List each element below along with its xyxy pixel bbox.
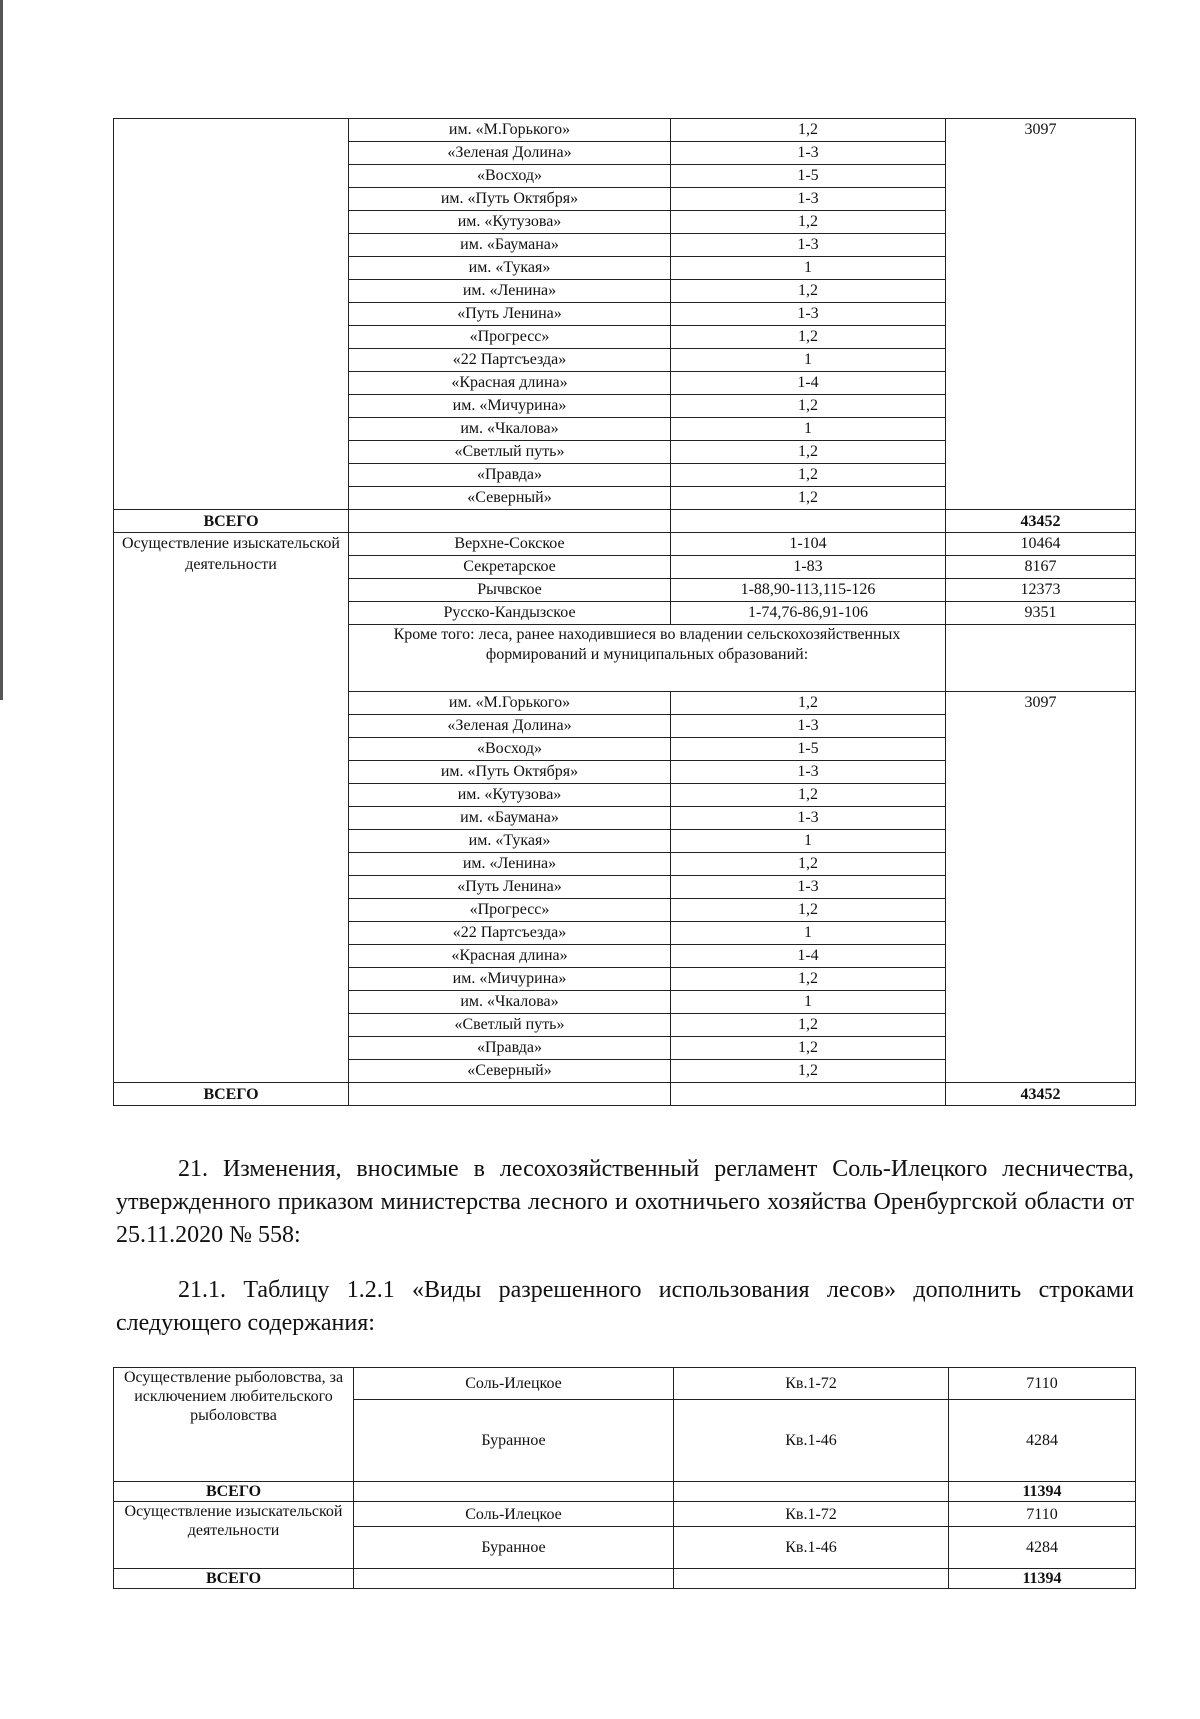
paragraph-21 <box>116 1153 1134 1252</box>
area-cell: 7110 <box>949 1368 1136 1400</box>
activity-cell: Осуществление изыскательской деятельности <box>114 533 349 1083</box>
quarters-cell: 1-5 <box>671 165 946 188</box>
farm-name-cell: им. «М.Горького» <box>349 692 671 715</box>
farm-name-cell: им. «Путь Октября» <box>349 761 671 784</box>
table-row <box>114 119 1136 142</box>
quarters-cell: 1-3 <box>671 807 946 830</box>
quarters-cell: 1-104 <box>671 533 946 556</box>
quarters-cell: 1,2 <box>671 853 946 876</box>
quarters-cell: 1-83 <box>671 556 946 579</box>
empty-cell <box>349 1083 671 1106</box>
total-label: ВСЕГО <box>114 1482 354 1502</box>
area-cell: 9351 <box>946 602 1136 625</box>
quarters-cell: 1-4 <box>671 945 946 968</box>
quarters-cell: 1 <box>671 349 946 372</box>
quarters-cell: 1,2 <box>671 692 946 715</box>
quarters-cell: 1-4 <box>671 372 946 395</box>
farm-name-cell: «Путь Ленина» <box>349 876 671 899</box>
total-value: 11394 <box>949 1482 1136 1502</box>
total-label: ВСЕГО <box>114 1569 354 1589</box>
table-row <box>114 533 1136 556</box>
quarters-cell: 1,2 <box>671 1014 946 1037</box>
farm-name-cell: «22 Партсъезда» <box>349 922 671 945</box>
farm-name-cell: «Правда» <box>349 464 671 487</box>
quarters-cell: 1-5 <box>671 738 946 761</box>
area-cell: 12373 <box>946 579 1136 602</box>
quarters-cell: 1-3 <box>671 142 946 165</box>
activity-cell-empty <box>114 119 349 510</box>
note-cell: Кроме того: леса, ранее находившиеся во владении сельскохозяйственных формирований и муниципальных образований: <box>349 625 946 692</box>
area-cell: 3097 <box>946 692 1136 1083</box>
farm-name-cell: «Прогресс» <box>349 899 671 922</box>
paragraph-21-1 <box>116 1274 1134 1340</box>
farm-name-cell: им. «Ленина» <box>349 280 671 303</box>
total-row <box>114 1083 1136 1106</box>
forestry-cell: Секретарское <box>349 556 671 579</box>
quarters-cell: Кв.1-46 <box>674 1400 949 1482</box>
forestry-cell: Соль-Илецкое <box>354 1368 674 1400</box>
farm-name-cell: им. «М.Горького» <box>349 119 671 142</box>
area-cell: 8167 <box>946 556 1136 579</box>
forestry-cell: Русско-Кандызское <box>349 602 671 625</box>
paragraph-21-text: 21. Изменения, вносимые в лесохозяйственный регламент Соль-Илецкого лесничества, утвержденного приказом министерства лесного и охотничьего хозяйства Оренбургской области от 25.11.2020 № 558: <box>116 1156 1134 1248</box>
empty-cell <box>354 1569 674 1589</box>
quarters-cell: 1 <box>671 830 946 853</box>
farm-name-cell: «Правда» <box>349 1037 671 1060</box>
farm-name-cell: им. «Чкалова» <box>349 418 671 441</box>
quarters-cell: 1,2 <box>671 326 946 349</box>
quarters-cell: 1,2 <box>671 784 946 807</box>
farm-name-cell: «Северный» <box>349 1060 671 1083</box>
area-cell: 7110 <box>949 1502 1136 1527</box>
area-cell: 3097 <box>946 119 1136 510</box>
farm-name-cell: им. «Мичурина» <box>349 395 671 418</box>
activity-cell: Осуществление изыскательской деятельности <box>114 1502 354 1569</box>
area-cell: 4284 <box>949 1400 1136 1482</box>
quarters-cell: 1,2 <box>671 968 946 991</box>
quarters-cell: 1,2 <box>671 119 946 142</box>
quarters-cell: 1,2 <box>671 1037 946 1060</box>
quarters-cell: Кв.1-46 <box>674 1527 949 1569</box>
forestry-cell: Верхне-Сокское <box>349 533 671 556</box>
quarters-cell: 1-3 <box>671 188 946 211</box>
quarters-cell: 1 <box>671 922 946 945</box>
quarters-cell: 1,2 <box>671 395 946 418</box>
activity-cell: Осуществление рыболовства, за исключением любительского рыболовства <box>114 1368 354 1482</box>
quarters-cell: 1 <box>671 257 946 280</box>
farm-name-cell: «Красная длина» <box>349 945 671 968</box>
quarters-cell: 1,2 <box>671 899 946 922</box>
farm-name-cell: «Восход» <box>349 165 671 188</box>
farm-name-cell: им. «Кутузова» <box>349 784 671 807</box>
quarters-cell: Кв.1-72 <box>674 1368 949 1400</box>
total-row <box>114 510 1136 533</box>
farm-name-cell: им. «Баумана» <box>349 234 671 257</box>
quarters-cell: 1-3 <box>671 715 946 738</box>
area-cell: 10464 <box>946 533 1136 556</box>
farm-name-cell: «Путь Ленина» <box>349 303 671 326</box>
quarters-cell: 1,2 <box>671 211 946 234</box>
empty-cell <box>671 510 946 533</box>
quarters-cell: 1-88,90-113,115-126 <box>671 579 946 602</box>
farm-name-cell: «Светлый путь» <box>349 1014 671 1037</box>
quarters-cell: 1,2 <box>671 464 946 487</box>
forestry-cell: Буранное <box>354 1527 674 1569</box>
farm-name-cell: им. «Тукая» <box>349 830 671 853</box>
quarters-cell: 1-3 <box>671 876 946 899</box>
quarters-cell: 1-3 <box>671 303 946 326</box>
farm-name-cell: им. «Баумана» <box>349 807 671 830</box>
empty-cell <box>674 1569 949 1589</box>
total-label: ВСЕГО <box>114 510 349 533</box>
quarters-cell: 1 <box>671 418 946 441</box>
forestry-cell: Буранное <box>354 1400 674 1482</box>
forestry-cell: Соль-Илецкое <box>354 1502 674 1527</box>
quarters-cell: 1-74,76-86,91-106 <box>671 602 946 625</box>
quarters-cell: 1,2 <box>671 487 946 510</box>
empty-cell <box>349 510 671 533</box>
forestry-cell: Рычвское <box>349 579 671 602</box>
farm-name-cell: им. «Чкалова» <box>349 991 671 1014</box>
empty-cell <box>354 1482 674 1502</box>
farm-name-cell: «Зеленая Долина» <box>349 142 671 165</box>
area-cell: 4284 <box>949 1527 1136 1569</box>
paragraph-21-1-text: 21.1. Таблицу 1.2.1 «Виды разрешенного использования лесов» дополнить строками следующего содержания: <box>116 1277 1134 1336</box>
farm-name-cell: им. «Мичурина» <box>349 968 671 991</box>
additions-table <box>113 1367 1136 1589</box>
quarters-cell: 1,2 <box>671 1060 946 1083</box>
quarters-cell: 1-3 <box>671 761 946 784</box>
farm-name-cell: «22 Партсъезда» <box>349 349 671 372</box>
quarters-cell: 1,2 <box>671 280 946 303</box>
farm-name-cell: им. «Тукая» <box>349 257 671 280</box>
total-value: 43452 <box>946 510 1136 533</box>
farm-name-cell: «Северный» <box>349 487 671 510</box>
quarters-cell: 1 <box>671 991 946 1014</box>
empty-cell <box>671 1083 946 1106</box>
farm-name-cell: «Зеленая Долина» <box>349 715 671 738</box>
farm-name-cell: «Прогресс» <box>349 326 671 349</box>
total-label: ВСЕГО <box>114 1083 349 1106</box>
empty-cell <box>946 625 1136 692</box>
farm-name-cell: им. «Ленина» <box>349 853 671 876</box>
total-value: 43452 <box>946 1083 1136 1106</box>
quarters-cell: 1,2 <box>671 441 946 464</box>
regulation-table-continuation <box>113 118 1136 1106</box>
empty-cell <box>674 1482 949 1502</box>
total-value: 11394 <box>949 1569 1136 1589</box>
quarters-cell: Кв.1-72 <box>674 1502 949 1527</box>
farm-name-cell: «Восход» <box>349 738 671 761</box>
farm-name-cell: «Красная длина» <box>349 372 671 395</box>
farm-name-cell: им. «Путь Октября» <box>349 188 671 211</box>
farm-name-cell: им. «Кутузова» <box>349 211 671 234</box>
scan-edge-line <box>0 0 3 700</box>
quarters-cell: 1-3 <box>671 234 946 257</box>
farm-name-cell: «Светлый путь» <box>349 441 671 464</box>
